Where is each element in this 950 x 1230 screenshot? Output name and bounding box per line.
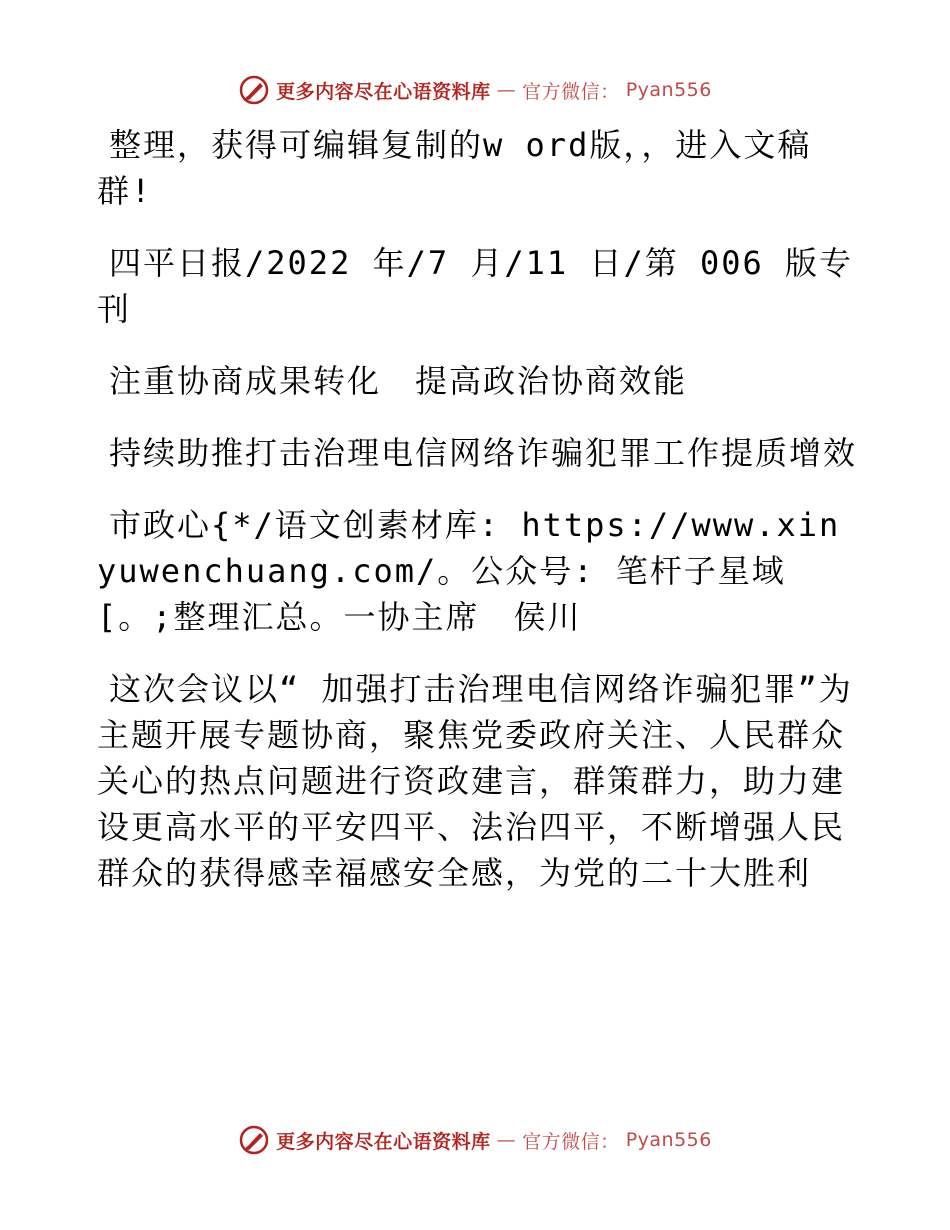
watermark-wechat-label: 官方微信：	[522, 80, 620, 103]
header-watermark	[0, 70, 950, 110]
watermark-dash: —	[496, 1129, 517, 1151]
body-paragraph: 这次会议以“ 加强打击治理电信网络诈骗犯罪”为主题开展专题协商，聚焦党委政府关注、人民群众关心的热点问题进行资政建言，群策群力，助力建设更高水平的平安四平、法治四平，不断增强人民群众的获得感幸福感安全感，为党的二十大胜利	[97, 670, 853, 892]
watermark-text: 更多内容尽在心语资料库	[276, 1130, 491, 1153]
pen-logo-icon	[238, 1124, 270, 1156]
watermark-handle: Pyan556	[625, 79, 712, 101]
watermark-wechat-label: 官方微信：	[522, 1130, 620, 1153]
subheadline: 持续助推打击治理电信网络诈骗犯罪工作提质增效	[109, 434, 858, 472]
headline: 注重协商成果转化 提高政治协商效能	[109, 362, 688, 400]
watermark-dash: —	[496, 79, 517, 101]
watermark-text: 更多内容尽在心语资料库	[276, 80, 491, 103]
pen-logo-icon	[238, 74, 270, 106]
intro-paragraph: 整理，获得可编辑复制的w ord版，，进入文稿群!	[97, 126, 812, 210]
watermark-handle: Pyan556	[625, 1129, 712, 1151]
footer-watermark	[0, 1120, 950, 1160]
source-line: 四平日报/2022 年/7 月/11 日/第 006 版专刊	[97, 244, 854, 328]
author-line: 市政心{*/语文创素材库: https://www.xinyuwenchuang.com/。公众号: 笔杆子星域[。;整理汇总。一协主席 侯川	[97, 506, 841, 636]
document-body	[97, 122, 857, 922]
